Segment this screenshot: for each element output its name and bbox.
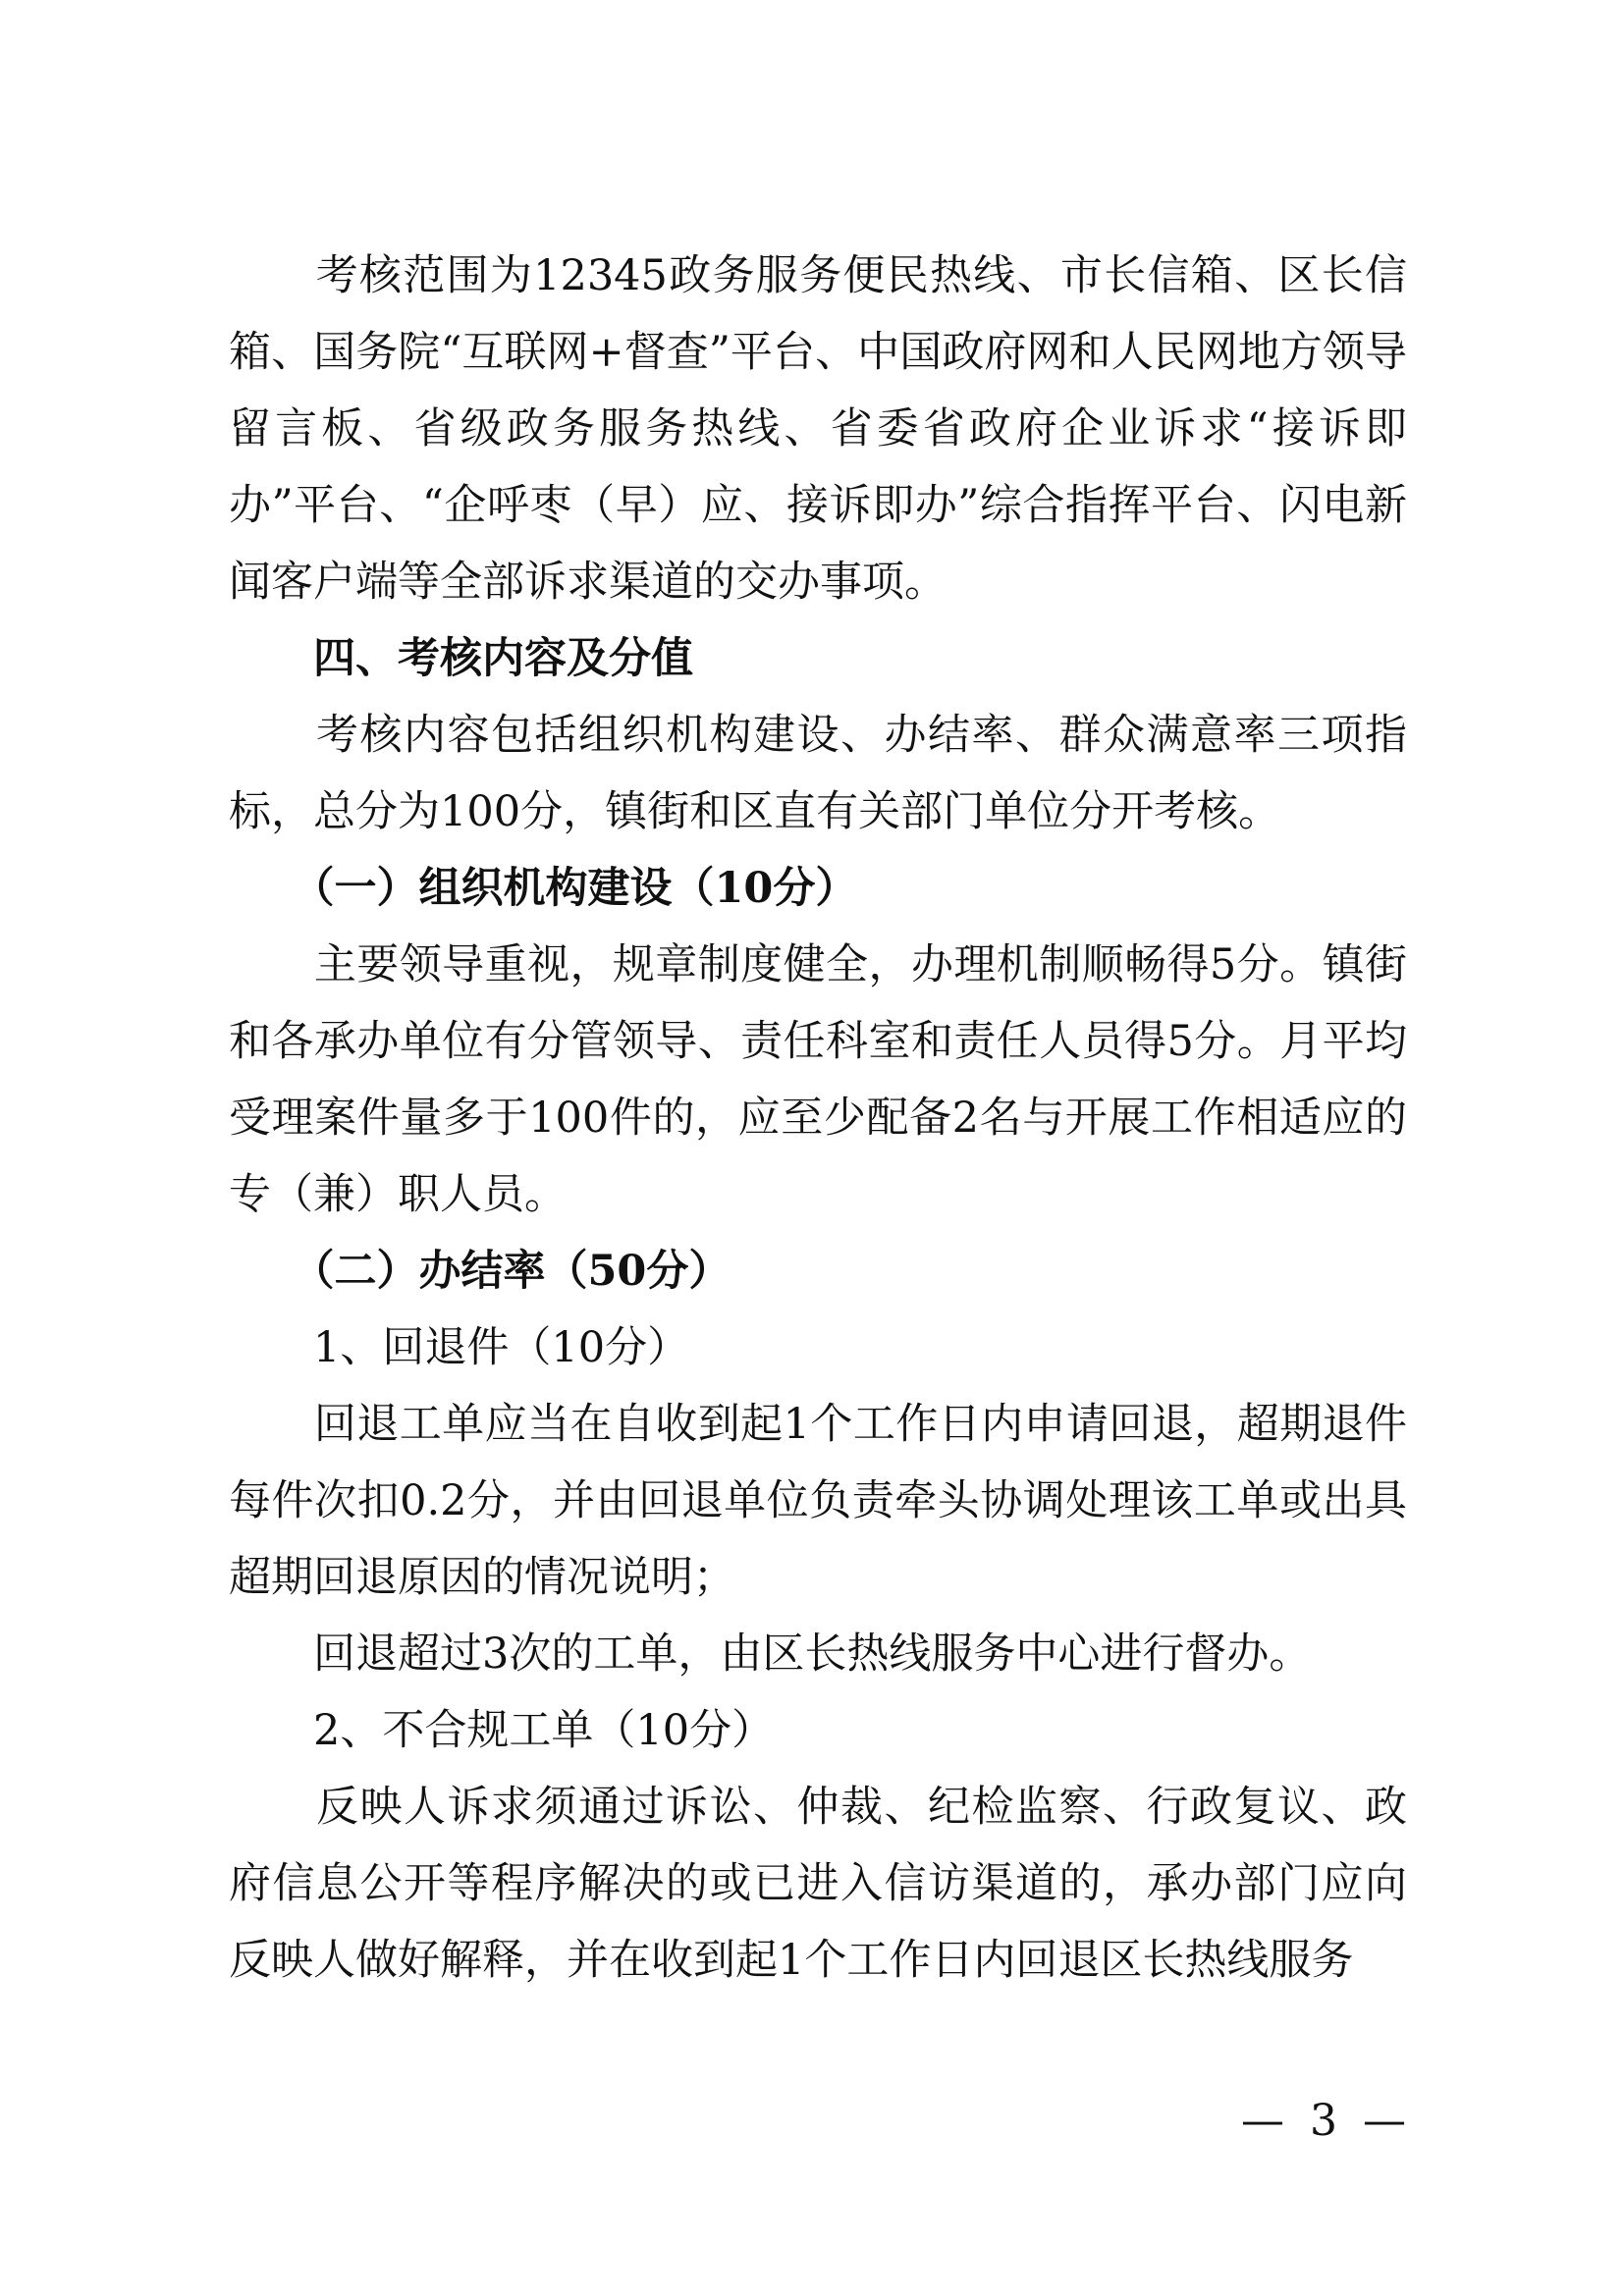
item-heading-noncompliant: 2、不合规工单（10分） xyxy=(229,1706,775,1755)
paragraph-returned-supervision: 回退超过3次的工单，由区长热线服务中心进行督办。 xyxy=(229,1629,1312,1679)
document-body xyxy=(229,238,1407,1999)
page-number: — 3 — xyxy=(1241,2096,1412,2146)
paragraph-organization: 主要领导重视，规章制度健全，办理机制顺畅得5分。镇街和各承办单位有分管领导、责任科室和责任人员得5分。月平均受理案件量多于100件的，应至少配备2名与开展工作相适应的专（兼）职人员。 xyxy=(229,940,1407,1219)
item-heading-returned: 1、回退件（10分） xyxy=(229,1323,690,1372)
paragraph-scope: 考核范围为12345政务服务便民热线、市长信箱、区长信箱、国务院“互联网+督查”平台、中国政府网和人民网地方领导留言板、省级政务服务热线、省委省政府企业诉求“接诉即办”平台、“企呼枣（早）应、接诉即办”综合指挥平台、闪电新闻客户端等全部诉求渠道的交办事项。 xyxy=(229,251,1407,607)
paragraph-returned-rule: 回退工单应当在自收到起1个工作日内申请回退，超期退件每件次扣0.2分，并由回退单位负责牵头协调处理该工单或出具超期回退原因的情况说明； xyxy=(229,1400,1407,1602)
section-heading-4: 四、考核内容及分值 xyxy=(229,634,693,683)
subsection-heading-1: （一）组织机构建设（10分） xyxy=(229,864,858,913)
paragraph-noncompliant-rule: 反映人诉求须通过诉讼、仲裁、纪检监察、行政复议、政府信息公开等程序解决的或已进入信访渠道的，承办部门应向反映人做好解释，并在收到起1个工作日内回退区长热线服务 xyxy=(229,1783,1407,1985)
subsection-heading-2: （二）办结率（50分） xyxy=(229,1247,731,1296)
paragraph-content-overview: 考核内容包括组织机构建设、办结率、群众满意率三项指标，总分为100分，镇街和区直有关部门单位分开考核。 xyxy=(229,711,1407,836)
